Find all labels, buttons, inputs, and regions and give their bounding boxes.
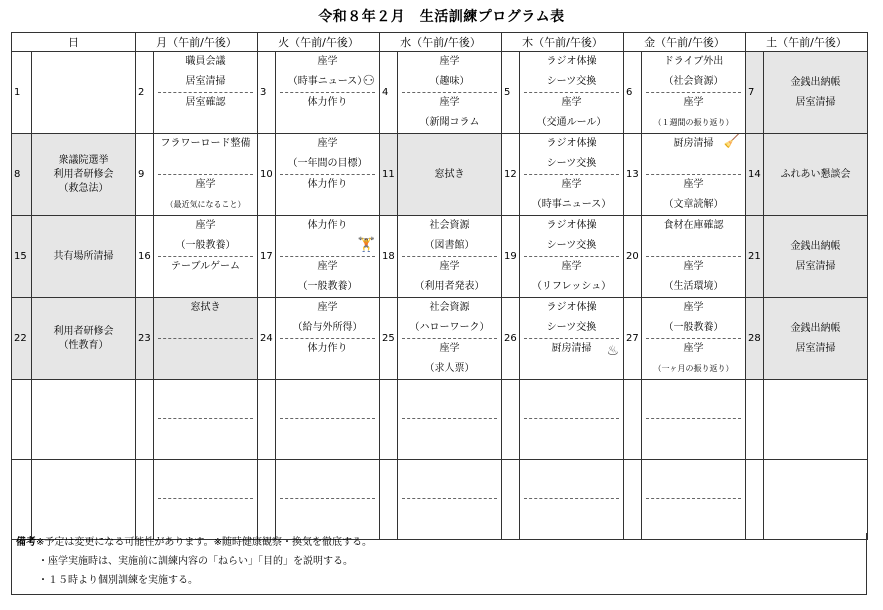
day-cell-tue — [276, 134, 380, 216]
activity-text: シーツ交換 — [546, 322, 597, 333]
activity-text: 座学 — [683, 343, 704, 354]
empty-day-cell — [154, 460, 258, 540]
date-number — [12, 460, 32, 540]
date-number — [502, 460, 520, 540]
afternoon-block — [520, 93, 623, 133]
day-cell-sat — [764, 216, 868, 298]
date-number: 1 — [12, 52, 32, 134]
activity-text: ふれあい懇談会 — [780, 168, 851, 180]
notes-box — [11, 533, 867, 595]
header-tue: 火（午前/午後） — [258, 33, 380, 52]
afternoon-block — [276, 257, 379, 297]
activity-text: （生活環境） — [663, 281, 724, 292]
day-cell-fri — [642, 216, 746, 298]
day-cell-wed — [398, 52, 502, 134]
activity-text: （社会資源） — [663, 76, 724, 87]
date-number — [746, 380, 764, 460]
morning-block — [398, 52, 501, 92]
activity-text: 座学 — [683, 261, 704, 272]
morning-block — [520, 52, 623, 92]
afternoon-block — [154, 257, 257, 277]
afternoon-block — [398, 93, 501, 133]
activity-text: 座学 — [317, 56, 338, 67]
header-sat: 土（午前/午後） — [746, 33, 868, 52]
day-cell-thu — [520, 52, 624, 134]
date-number: 15 — [12, 216, 32, 298]
activity-text: 座学 — [683, 302, 704, 313]
activity-text: （時事ニュース） — [531, 199, 612, 210]
day-cell-mon — [154, 134, 258, 216]
activity-text: （１週間の振り返り） — [653, 118, 734, 127]
empty-day-cell — [398, 460, 502, 540]
afternoon-block — [276, 339, 379, 359]
activity-text: 厨房清掃 — [673, 138, 714, 149]
date-number — [136, 460, 154, 540]
empty-day-cell — [398, 380, 502, 460]
am-pm-divider — [402, 418, 497, 419]
activity-text: 体力作り — [307, 179, 348, 190]
header-wed: 水（午前/午後） — [380, 33, 502, 52]
activity-text: （最近気になること） — [165, 200, 246, 209]
activity-text: 座学 — [439, 343, 460, 354]
date-number: 4 — [380, 52, 398, 134]
am-pm-divider — [646, 498, 741, 499]
date-number: 13 — [624, 134, 642, 216]
day-cell-wed — [398, 298, 502, 380]
activity-text: 窓拭き — [190, 302, 221, 313]
am-pm-divider — [524, 418, 619, 419]
activity-text: 居室清掃 — [795, 260, 836, 272]
afternoon-block — [520, 257, 623, 297]
morning-block — [520, 216, 623, 256]
am-pm-divider — [280, 418, 375, 419]
activity-text: 座学 — [561, 261, 582, 272]
activity-text: （一般教養） — [297, 281, 358, 292]
day-cell-sun — [32, 216, 136, 298]
morning-block — [398, 216, 501, 256]
header-mon: 月（午前/午後） — [136, 33, 258, 52]
activity-text: 座学 — [317, 138, 338, 149]
date-number: 7 — [746, 52, 764, 134]
header-fri: 金（午前/午後） — [624, 33, 746, 52]
date-number — [136, 380, 154, 460]
activity-text: （交通ルール） — [536, 117, 607, 128]
date-number — [380, 460, 398, 540]
activity-text: 座学 — [439, 97, 460, 108]
week-row-3 — [12, 216, 868, 298]
activity-text: （ハローワーク） — [409, 322, 490, 333]
activity-text: 座学 — [439, 56, 460, 67]
morning-block — [398, 298, 501, 338]
morning-block — [520, 298, 623, 338]
day-cell-sun — [32, 52, 136, 134]
activity-text: シーツ交換 — [546, 76, 597, 87]
activity-text: 金銭出納帳 — [790, 76, 841, 88]
activity-text: ドライブ外出 — [663, 56, 724, 67]
afternoon-block — [520, 175, 623, 215]
empty-day-cell — [764, 460, 868, 540]
day-cell-wed — [398, 134, 502, 216]
activity-text: 座学 — [439, 261, 460, 272]
activity-text: 座学 — [683, 179, 704, 190]
activity-text: 体力作り — [307, 220, 348, 231]
date-number — [624, 460, 642, 540]
date-number: 16 — [136, 216, 154, 298]
notes-label: 備考 — [16, 537, 36, 548]
notes-text-1: ※予定は変更になる可能性があります。※随時健康観察・換気を徹底する。 — [36, 537, 372, 548]
morning-block — [276, 134, 379, 174]
activity-text: （利用者発表） — [414, 281, 485, 292]
date-number — [380, 380, 398, 460]
cooking-pot-icon: ♨ — [606, 343, 619, 359]
afternoon-block — [642, 175, 745, 215]
day-cell-tue — [276, 52, 380, 134]
notes-line-1 — [12, 533, 866, 552]
empty-day-cell — [276, 380, 380, 460]
activity-text: ラジオ体操 — [546, 220, 597, 231]
empty-row-5 — [12, 380, 868, 460]
am-pm-divider — [280, 498, 375, 499]
morning-block — [642, 52, 745, 92]
empty-day-cell — [32, 460, 136, 540]
activity-text: 座学 — [195, 220, 216, 231]
activity-text: 体力作り — [307, 97, 348, 108]
day-cell-fri — [642, 298, 746, 380]
notes-line-3: ・１５時より個別訓練を実施する。 — [38, 575, 198, 586]
day-cell-sun — [32, 134, 136, 216]
date-number — [12, 380, 32, 460]
afternoon-block — [154, 175, 257, 215]
calendar-body — [12, 52, 868, 540]
day-cell-sat — [764, 52, 868, 134]
afternoon-block — [154, 93, 257, 113]
date-number: 9 — [136, 134, 154, 216]
activity-text: 衆議院選挙 — [58, 154, 109, 166]
activity-text: （一般教養） — [175, 240, 236, 251]
activity-text: （救急法） — [58, 182, 109, 194]
morning-block — [642, 298, 745, 338]
program-calendar — [11, 32, 868, 540]
morning-block — [154, 52, 257, 92]
activity-text: （給与外所得） — [292, 322, 363, 333]
day-cell-sat — [764, 134, 868, 216]
day-cell-tue — [276, 298, 380, 380]
date-number: 17 — [258, 216, 276, 298]
weightlifter-icon: 🏋 — [357, 237, 375, 253]
day-cell-fri — [642, 134, 746, 216]
am-pm-divider — [158, 418, 253, 419]
afternoon-block — [642, 257, 745, 297]
date-number: 14 — [746, 134, 764, 216]
activity-text: ラジオ体操 — [546, 56, 597, 67]
week-row-2 — [12, 134, 868, 216]
activity-text: シーツ交換 — [546, 240, 597, 251]
activity-text: （図書館） — [424, 240, 475, 251]
date-number — [258, 380, 276, 460]
afternoon-block — [276, 175, 379, 195]
day-cell-mon — [154, 298, 258, 380]
day-cell-thu — [520, 134, 624, 216]
activity-text: 体力作り — [307, 343, 348, 354]
date-number: 24 — [258, 298, 276, 380]
activity-text: 居室確認 — [185, 97, 226, 108]
cleaning-bucket-icon: 🧹 — [723, 134, 741, 149]
date-number: 11 — [380, 134, 398, 216]
date-number: 20 — [624, 216, 642, 298]
activity-text: 社会資源 — [429, 302, 470, 313]
activity-text: 居室清掃 — [185, 76, 226, 87]
empty-day-cell — [520, 460, 624, 540]
am-pm-divider — [158, 338, 253, 339]
date-number: 21 — [746, 216, 764, 298]
activity-text: 社会資源 — [429, 220, 470, 231]
activity-text: 金銭出納帳 — [790, 240, 841, 252]
activity-text: 厨房清掃 — [551, 343, 592, 354]
date-number: 8 — [12, 134, 32, 216]
activity-text: （文章読解） — [663, 199, 724, 210]
notes-line-2: ・座学実施時は、実施前に訓練内容の「ねらい」「目的」を説明する。 — [38, 556, 353, 567]
activity-text: （リフレッシュ） — [531, 281, 612, 292]
date-number: 27 — [624, 298, 642, 380]
morning-block — [154, 134, 257, 174]
day-cell-mon — [154, 216, 258, 298]
empty-day-cell — [154, 380, 258, 460]
exercise-couple-icon: ⚇ — [362, 73, 375, 89]
activity-text: 座学 — [683, 97, 704, 108]
date-number: 18 — [380, 216, 398, 298]
activity-text: 食材在庫確認 — [663, 220, 724, 231]
date-number: 3 — [258, 52, 276, 134]
empty-day-cell — [520, 380, 624, 460]
empty-day-cell — [32, 380, 136, 460]
date-number: 23 — [136, 298, 154, 380]
activity-text: 座学 — [195, 179, 216, 190]
activity-text: 利用者研修会 — [53, 168, 114, 180]
activity-text: （性教育） — [58, 339, 109, 351]
activity-text: （一般教養） — [663, 322, 724, 333]
activity-text: 職員会議 — [185, 56, 226, 67]
activity-text: テーブルゲーム — [171, 261, 240, 272]
date-number: 5 — [502, 52, 520, 134]
week-row-4 — [12, 298, 868, 380]
afternoon-block — [276, 93, 379, 113]
date-number: 10 — [258, 134, 276, 216]
activity-text: 金銭出納帳 — [790, 322, 841, 334]
activity-text: 窓拭き — [434, 168, 465, 180]
morning-block — [154, 216, 257, 256]
activity-text: 利用者研修会 — [53, 325, 114, 337]
activity-text: （一ヶ月の振り返り） — [653, 364, 734, 373]
empty-row-6 — [12, 460, 868, 540]
afternoon-block — [398, 257, 501, 297]
date-number: 26 — [502, 298, 520, 380]
day-cell-wed — [398, 216, 502, 298]
empty-day-cell — [642, 380, 746, 460]
header-sun: 日 — [12, 33, 136, 52]
date-number: 25 — [380, 298, 398, 380]
date-number — [624, 380, 642, 460]
afternoon-block — [642, 93, 745, 133]
day-cell-thu — [520, 216, 624, 298]
activity-text: 座学 — [561, 97, 582, 108]
date-number: 19 — [502, 216, 520, 298]
activity-text: ラジオ体操 — [546, 302, 597, 313]
date-number: 6 — [624, 52, 642, 134]
empty-day-cell — [642, 460, 746, 540]
header-row — [12, 33, 868, 52]
am-pm-divider — [158, 498, 253, 499]
activity-text: 居室清掃 — [795, 342, 836, 354]
activity-text: 共有場所清掃 — [53, 250, 114, 262]
morning-block — [520, 134, 623, 174]
activity-text: （趣味） — [429, 76, 470, 87]
day-cell-sat — [764, 298, 868, 380]
empty-day-cell — [764, 380, 868, 460]
header-thu: 木（午前/午後） — [502, 33, 624, 52]
activity-text: （時事ニュース） — [287, 76, 368, 87]
day-cell-mon — [154, 52, 258, 134]
date-number: 2 — [136, 52, 154, 134]
afternoon-block — [398, 339, 501, 379]
activity-text: 座学 — [561, 179, 582, 190]
activity-text: シーツ交換 — [546, 158, 597, 169]
am-pm-divider — [524, 498, 619, 499]
morning-block — [642, 216, 745, 256]
date-number — [746, 460, 764, 540]
date-number — [258, 460, 276, 540]
day-cell-thu — [520, 298, 624, 380]
morning-block — [154, 298, 257, 338]
am-pm-divider — [646, 418, 741, 419]
activity-text: 座学 — [317, 302, 338, 313]
day-cell-sun — [32, 298, 136, 380]
activity-text: （求人票） — [424, 363, 475, 374]
am-pm-divider — [402, 498, 497, 499]
activity-text: （一年間の目標） — [287, 158, 368, 169]
date-number: 22 — [12, 298, 32, 380]
afternoon-block — [642, 339, 745, 379]
activity-text: 座学 — [317, 261, 338, 272]
day-cell-fri — [642, 52, 746, 134]
empty-day-cell — [276, 460, 380, 540]
activity-text: ラジオ体操 — [546, 138, 597, 149]
date-number — [502, 380, 520, 460]
morning-block — [276, 298, 379, 338]
date-number: 28 — [746, 298, 764, 380]
activity-text: 居室清掃 — [795, 96, 836, 108]
page-title: 令和８年２月 生活訓練プログラム表 — [318, 9, 565, 25]
activity-text: フラワーロード整備 — [160, 138, 251, 149]
activity-text: （新聞コラム — [419, 117, 480, 128]
date-number: 12 — [502, 134, 520, 216]
day-cell-tue — [276, 216, 380, 298]
week-row-1 — [12, 52, 868, 134]
